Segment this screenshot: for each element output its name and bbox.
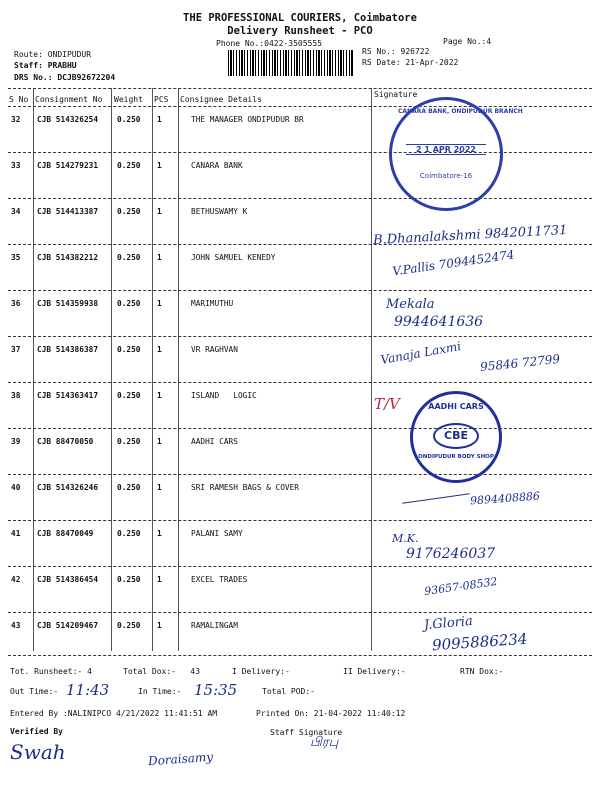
rtn-dox: RTN Dox:- bbox=[460, 667, 504, 676]
row-pcs: 1 bbox=[157, 621, 162, 630]
row-rule bbox=[8, 336, 592, 337]
signature-row-42: 93657-08532 bbox=[423, 574, 499, 599]
row-consignment: CJB 514326246 bbox=[37, 483, 99, 492]
col-consignee: Consignee Details bbox=[180, 95, 262, 104]
row-pcs: 1 bbox=[157, 437, 162, 446]
row-sno: 42 bbox=[11, 575, 21, 584]
row-pcs: 1 bbox=[157, 529, 162, 538]
signature-row-36-name: Mekala bbox=[386, 297, 435, 312]
signature-row-43-name: J.Gloria bbox=[423, 613, 474, 634]
table-row bbox=[0, 529, 600, 575]
stamp-cbe: CBE bbox=[433, 423, 479, 449]
header-rule-top bbox=[8, 88, 592, 89]
out-time-label: Out Time:- bbox=[10, 687, 59, 696]
staff: Staff: PRABHU bbox=[14, 61, 77, 70]
signature-row-40: 9894408886 bbox=[469, 489, 541, 508]
rs-number: RS No.: 926722 bbox=[362, 47, 430, 56]
printed-on: Printed On: 21-04-2022 11:40:12 bbox=[256, 709, 406, 718]
row-weight: 0.250 bbox=[117, 391, 141, 400]
row-rule bbox=[8, 198, 592, 199]
row-weight: 0.250 bbox=[117, 529, 141, 538]
aadhi-cars-stamp bbox=[410, 391, 502, 483]
row-sno: 40 bbox=[11, 483, 21, 492]
row-rule bbox=[8, 520, 592, 521]
row-sno: 35 bbox=[11, 253, 21, 262]
row-weight: 0.250 bbox=[117, 345, 141, 354]
total-runsheet: Tot. Runsheet:- 4 bbox=[10, 667, 92, 676]
row-pcs: 1 bbox=[157, 391, 162, 400]
row-pcs: 1 bbox=[157, 207, 162, 216]
table-row bbox=[0, 115, 600, 161]
barcode bbox=[228, 50, 354, 76]
row-rule bbox=[8, 290, 592, 291]
stamp-shop-name: AADHI CARS bbox=[428, 402, 484, 411]
col-consignment: Consignment No bbox=[35, 95, 103, 104]
out-time-value: 11:43 bbox=[66, 681, 110, 699]
row-sno: 39 bbox=[11, 437, 21, 446]
signature-row-41-name: M.K. bbox=[392, 532, 419, 545]
row-consignment: CJB 514279231 bbox=[37, 161, 99, 170]
row-consignment: CJB 514363417 bbox=[37, 391, 99, 400]
row-rule bbox=[8, 566, 592, 567]
row-consignee: ISLAND LOGIC bbox=[191, 391, 257, 400]
row-pcs: 1 bbox=[157, 575, 162, 584]
header-rule-bottom bbox=[8, 106, 592, 107]
row-pcs: 1 bbox=[157, 253, 162, 262]
signature-row-36-phone: 9944641636 bbox=[394, 314, 484, 330]
signature-row-41-phone: 9176246037 bbox=[406, 546, 496, 562]
signature-row-35: V.Pallis 7094452474 bbox=[391, 247, 516, 279]
row-sno: 37 bbox=[11, 345, 21, 354]
entered-by: Entered By :NALINIPCO 4/21/2022 11:41:51 AM bbox=[10, 709, 218, 718]
row-consignment: CJB 514386387 bbox=[37, 345, 99, 354]
signature-row-37-name: Vanaja Laxmi bbox=[379, 339, 463, 367]
row-consignment: CJB 88470050 bbox=[37, 437, 94, 446]
i-delivery: I Delivery:- bbox=[232, 667, 290, 676]
signature-row-34: B.Dhanalakshmi 9842011731 bbox=[372, 222, 568, 249]
row-weight: 0.250 bbox=[117, 207, 141, 216]
row-weight: 0.250 bbox=[117, 253, 141, 262]
signature-row-38: T/V bbox=[374, 395, 400, 413]
table-row bbox=[0, 299, 600, 345]
ii-delivery: II Delivery:- bbox=[343, 667, 406, 676]
signature-row-43-phone: 9095886234 bbox=[431, 629, 528, 655]
row-rule bbox=[8, 428, 592, 429]
row-pcs: 1 bbox=[157, 299, 162, 308]
total-pod: Total POD:- bbox=[262, 687, 315, 696]
row-consignee: CANARA BANK bbox=[191, 161, 243, 170]
row-rule bbox=[8, 244, 592, 245]
runsheet-subtitle: Delivery Runsheet - PCO bbox=[227, 25, 373, 37]
row-sno: 33 bbox=[11, 161, 21, 170]
staff-signature: பிரபு bbox=[310, 735, 339, 750]
row-pcs: 1 bbox=[157, 483, 162, 492]
row-consignee: AADHI CARS bbox=[191, 437, 238, 446]
company-title: THE PROFESSIONAL COURIERS, Coimbatore bbox=[183, 12, 417, 24]
verified-signature-2: Doraisamy bbox=[147, 749, 214, 769]
row-consignment: CJB 88470049 bbox=[37, 529, 94, 538]
table-rule-bottom bbox=[8, 655, 592, 656]
row-consignment: CJB 514413387 bbox=[37, 207, 99, 216]
row-sno: 43 bbox=[11, 621, 21, 630]
verified-by: Verified By bbox=[10, 727, 63, 736]
row-weight: 0.250 bbox=[117, 575, 141, 584]
in-time-label: In Time:- bbox=[138, 687, 182, 696]
table-row bbox=[0, 437, 600, 483]
table-row bbox=[0, 161, 600, 207]
row-weight: 0.250 bbox=[117, 115, 141, 124]
row-pcs: 1 bbox=[157, 115, 162, 124]
row-consignee: EXCEL TRADES bbox=[191, 575, 248, 584]
col-signature: Signature bbox=[374, 90, 418, 99]
row-consignment: CJB 514359938 bbox=[37, 299, 99, 308]
col-sno: S No bbox=[9, 95, 29, 104]
stamp-city: Coimbatore-16 bbox=[419, 172, 473, 180]
row-pcs: 1 bbox=[157, 161, 162, 170]
row-rule bbox=[8, 612, 592, 613]
row-sno: 38 bbox=[11, 391, 21, 400]
row-consignee: MARIMUTHU bbox=[191, 299, 234, 308]
row-consignee: THE MANAGER ONDIPUDUR BR bbox=[191, 115, 304, 124]
total-dox: Total Dox:- 43 bbox=[123, 667, 201, 676]
row-consignee: JOHN SAMUEL KENEDY bbox=[191, 253, 276, 262]
row-rule bbox=[8, 152, 592, 153]
stamp-shop-location: ONDIPUDUR BODY SHOP bbox=[418, 454, 494, 460]
table-row bbox=[0, 483, 600, 529]
row-consignee: RAMALINGAM bbox=[191, 621, 238, 630]
route: Route: ONDIPUDUR bbox=[14, 50, 92, 59]
row-sno: 32 bbox=[11, 115, 21, 124]
col-pcs: PCS bbox=[154, 95, 169, 104]
row-sno: 41 bbox=[11, 529, 21, 538]
row-consignment: CJB 514382212 bbox=[37, 253, 99, 262]
staff-signature-label: Staff Signature bbox=[270, 728, 343, 737]
drs-number: DRS No.: DCJB92672204 bbox=[14, 73, 116, 82]
stamp-date: 2 1 APR 2022 bbox=[406, 144, 486, 155]
row-rule bbox=[8, 474, 592, 475]
table-row bbox=[0, 391, 600, 437]
row-consignee: SRI RAMESH BAGS & COVER bbox=[191, 483, 299, 492]
row-weight: 0.250 bbox=[117, 299, 141, 308]
page-number: Page No.:4 bbox=[443, 37, 492, 46]
row-weight: 0.250 bbox=[117, 621, 141, 630]
row-pcs: 1 bbox=[157, 345, 162, 354]
row-consignment: CJB 514326254 bbox=[37, 115, 99, 124]
verified-signature: Swah bbox=[10, 740, 66, 764]
col-weight: Weight bbox=[114, 95, 143, 104]
table-row bbox=[0, 575, 600, 621]
row-consignee: VR RAGHVAN bbox=[191, 345, 238, 354]
canara-bank-stamp bbox=[389, 97, 523, 211]
stamp-bank-name: CANARA BANK, ONDIPUDUR BRANCH bbox=[398, 108, 523, 115]
row-weight: 0.250 bbox=[117, 161, 141, 170]
row-consignment: CJB 514386454 bbox=[37, 575, 99, 584]
rs-date: RS Date: 21-Apr-2022 bbox=[362, 58, 459, 67]
row-sno: 34 bbox=[11, 207, 21, 216]
row-sno: 36 bbox=[11, 299, 21, 308]
row-consignment: CJB 514209467 bbox=[37, 621, 99, 630]
phone-number: Phone No.:0422-3505555 bbox=[216, 39, 322, 48]
row-rule bbox=[8, 382, 592, 383]
row-consignee: BETHUSWAMY K bbox=[191, 207, 248, 216]
in-time-value: 15:35 bbox=[194, 681, 238, 699]
row-weight: 0.250 bbox=[117, 483, 141, 492]
signature-row-37-phone: 95846 72799 bbox=[479, 351, 561, 375]
row-weight: 0.250 bbox=[117, 437, 141, 446]
row-consignee: PALANI SAMY bbox=[191, 529, 243, 538]
